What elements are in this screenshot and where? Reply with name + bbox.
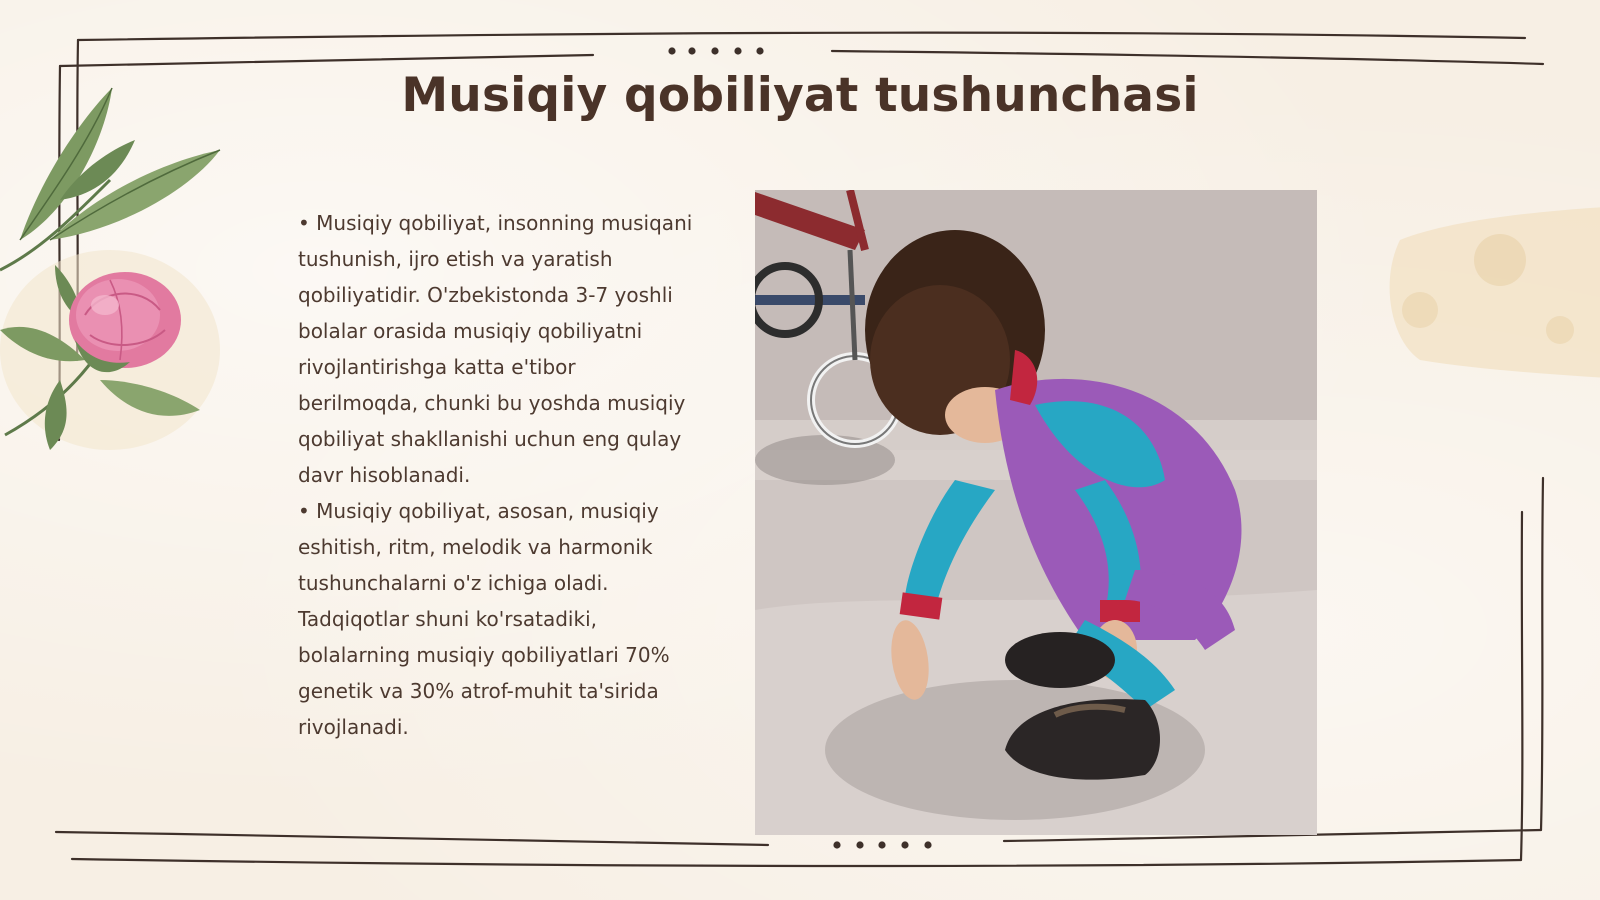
bottom-dots [833, 841, 931, 848]
top-dots [668, 47, 763, 54]
body-text [298, 205, 698, 745]
paper-stain [1360, 190, 1600, 380]
paragraph-1: • Musiqiy qobiliyat, insonning musiqani tushunish, ijro etish va yaratish qobiliyatidir. O'zbekistonda 3-7 yoshli bolalar orasida musiqiy qobiliyatni rivojlantirishga katta e'tibor berilmoqda, chunki bu yoshda musiqiy qobiliyat shakllanishi uchun eng qulay davr hisoblanadi. [298, 211, 693, 487]
page-title: Musiqiy qobiliyat tushunchasi [401, 68, 1199, 123]
peony-flower-icon [0, 80, 230, 480]
child-playing-photo [755, 190, 1317, 835]
paragraph-2: • Musiqiy qobiliyat, asosan, musiqiy eshitish, ritm, melodik va harmonik tushunchalarni o'z ichiga oladi. Tadqiqotlar shuni ko'rsatadiki, bolalarning musiqiy qobiliyatlari 70% genetik va 30% atrof-muhit ta'sirida rivojlanadi. [298, 499, 670, 739]
